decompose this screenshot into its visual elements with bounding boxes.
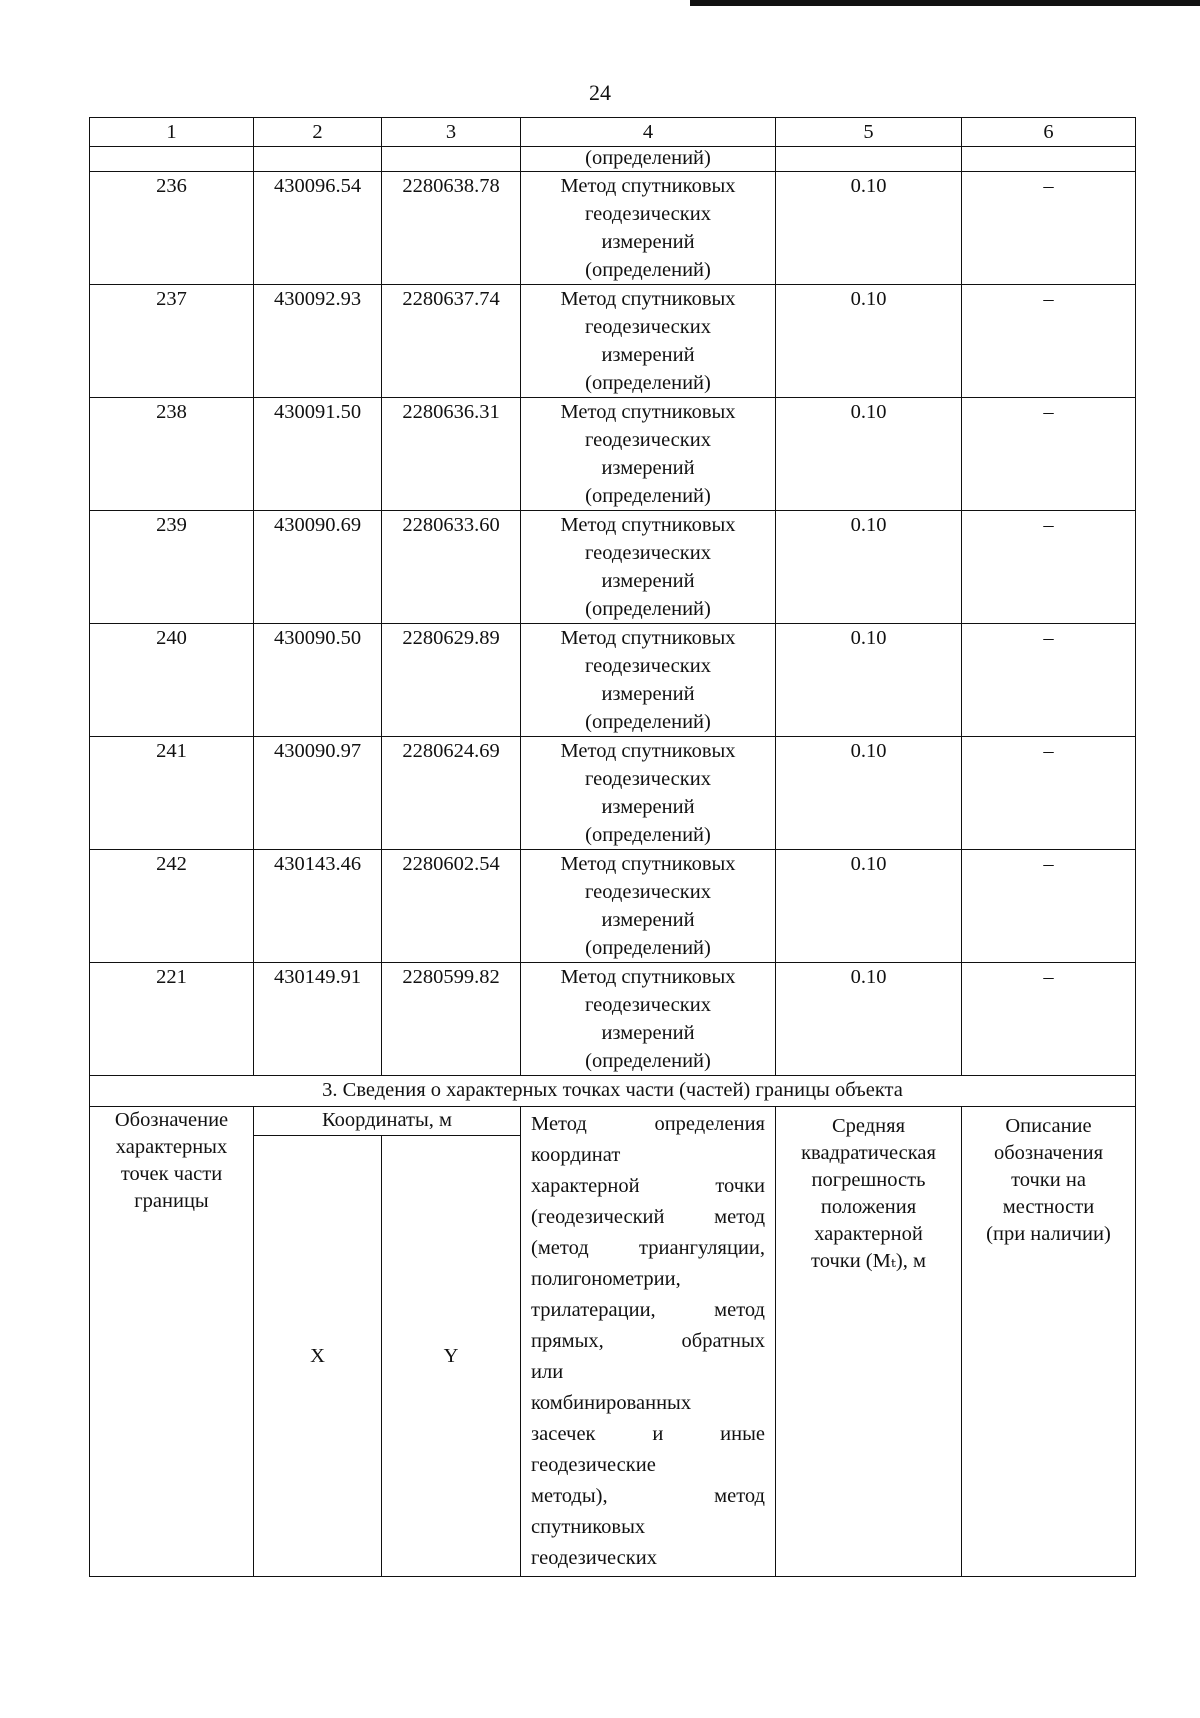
method-line: Метод спутниковых	[560, 627, 736, 649]
point-cell: 239	[90, 511, 254, 624]
column-number: 4	[521, 118, 776, 147]
header-line: характерной	[814, 1223, 923, 1245]
header-line: методы), метод	[531, 1485, 765, 1507]
description-cell: –	[962, 963, 1136, 1076]
header-description	[962, 1107, 1136, 1577]
table-row	[90, 737, 1136, 850]
section-title-row	[90, 1076, 1136, 1107]
method-line: (определений)	[585, 711, 711, 733]
method-line: (определений)	[585, 485, 711, 507]
column-number: 3	[382, 118, 521, 147]
header-line: геодезических	[531, 1547, 657, 1569]
method-line: Метод спутниковых	[560, 966, 736, 988]
table-row	[90, 624, 1136, 737]
header-line: границы	[134, 1190, 209, 1212]
y-cell: 2280602.54	[382, 850, 521, 963]
description-cell: –	[962, 737, 1136, 850]
method-cell	[521, 511, 776, 624]
header-line: (при наличии)	[986, 1223, 1111, 1245]
column-number: 5	[776, 118, 962, 147]
continued-row	[90, 147, 1136, 172]
table-row	[90, 398, 1136, 511]
point-cell: 221	[90, 963, 254, 1076]
y-cell: 2280636.31	[382, 398, 521, 511]
method-cell	[521, 624, 776, 737]
header-line: Метод определения	[531, 1113, 765, 1135]
error-cell: 0.10	[776, 398, 962, 511]
method-cell	[521, 172, 776, 285]
method-line: измерений	[601, 909, 695, 931]
point-cell: 238	[90, 398, 254, 511]
error-cell: 0.10	[776, 737, 962, 850]
header-line: погрешность	[811, 1169, 926, 1191]
header-point-designation	[90, 1107, 254, 1577]
header-line: точки на	[1011, 1169, 1086, 1191]
y-cell: 2280637.74	[382, 285, 521, 398]
point-cell: 242	[90, 850, 254, 963]
table-row	[90, 511, 1136, 624]
column-number: 2	[254, 118, 382, 147]
method-line: геодезических	[585, 655, 711, 677]
method-line: Метод спутниковых	[560, 175, 736, 197]
column-number: 1	[90, 118, 254, 147]
header-line: засечек и иные	[531, 1423, 765, 1445]
x-cell: 430090.69	[254, 511, 382, 624]
coordinates-table	[89, 117, 1136, 1577]
error-cell: 0.10	[776, 850, 962, 963]
y-cell: 2280633.60	[382, 511, 521, 624]
method-line: измерений	[601, 231, 695, 253]
method-line: измерений	[601, 1022, 695, 1044]
header-y: Y	[382, 1136, 521, 1577]
method-line: измерений	[601, 344, 695, 366]
section-title: 3. Сведения о характерных точках части (частей) границы объекта	[90, 1076, 1136, 1107]
x-cell: 430143.46	[254, 850, 382, 963]
header-coordinates: Координаты, м	[254, 1107, 521, 1136]
table-row	[90, 172, 1136, 285]
table-row	[90, 285, 1136, 398]
header-line: (метод триангуляции,	[531, 1237, 765, 1259]
description-cell: –	[962, 624, 1136, 737]
method-line: геодезических	[585, 994, 711, 1016]
point-cell: 237	[90, 285, 254, 398]
point-cell: 241	[90, 737, 254, 850]
error-cell: 0.10	[776, 963, 962, 1076]
column-number-row	[90, 118, 1136, 147]
header-line: характерной точки	[531, 1175, 765, 1197]
x-cell: 430092.93	[254, 285, 382, 398]
x-cell: 430149.91	[254, 963, 382, 1076]
method-cell: (определений)	[521, 147, 776, 172]
y-cell: 2280624.69	[382, 737, 521, 850]
header-line: Средняя	[831, 1115, 905, 1137]
header-line: квадратическая	[801, 1142, 936, 1164]
point-cell: 240	[90, 624, 254, 737]
header-line: (геодезический метод	[531, 1206, 765, 1228]
header-line: прямых, обратных	[531, 1330, 765, 1352]
method-line: (определений)	[585, 824, 711, 846]
method-cell	[521, 850, 776, 963]
y-cell: 2280599.82	[382, 963, 521, 1076]
header-line: обозначения	[993, 1142, 1104, 1164]
point-cell: 236	[90, 172, 254, 285]
error-cell: 0.10	[776, 511, 962, 624]
method-line: (определений)	[585, 1050, 711, 1072]
header-line: Описание	[1005, 1115, 1092, 1137]
method-line: измерений	[601, 683, 695, 705]
method-line: Метод спутниковых	[560, 288, 736, 310]
x-cell: 430096.54	[254, 172, 382, 285]
x-cell: 430090.50	[254, 624, 382, 737]
header-line: точек части	[120, 1163, 223, 1185]
header-line: или	[531, 1361, 564, 1383]
x-cell: 430090.97	[254, 737, 382, 850]
description-cell: –	[962, 850, 1136, 963]
method-cell	[521, 285, 776, 398]
method-line: Метод спутниковых	[560, 401, 736, 423]
method-line: измерений	[601, 457, 695, 479]
header-line: комбинированных	[531, 1392, 692, 1414]
header-x: X	[254, 1136, 382, 1577]
header-line: геодезические	[531, 1454, 656, 1476]
header-line: трилатерации, метод	[531, 1299, 765, 1321]
header-line: местности	[1002, 1196, 1095, 1218]
header-line: координат	[531, 1144, 621, 1166]
method-cell	[521, 963, 776, 1076]
error-cell: 0.10	[776, 624, 962, 737]
error-cell: 0.10	[776, 172, 962, 285]
method-line: измерений	[601, 796, 695, 818]
description-cell: –	[962, 398, 1136, 511]
method-cell	[521, 398, 776, 511]
error-cell: 0.10	[776, 285, 962, 398]
header-line: положения	[820, 1196, 917, 1218]
method-line: Метод спутниковых	[560, 853, 736, 875]
x-cell: 430091.50	[254, 398, 382, 511]
method-line: геодезических	[585, 203, 711, 225]
method-line: измерений	[601, 570, 695, 592]
description-cell: –	[962, 511, 1136, 624]
y-cell: 2280629.89	[382, 624, 521, 737]
header-line: Обозначение	[114, 1109, 229, 1131]
header-line: характерных	[115, 1136, 228, 1158]
method-line: Метод спутниковых	[560, 514, 736, 536]
method-line: Метод спутниковых	[560, 740, 736, 762]
scan-edge-bar	[690, 0, 1200, 6]
header-line: полигонометрии,	[531, 1268, 681, 1290]
description-cell: –	[962, 285, 1136, 398]
header-line: спутниковых	[531, 1516, 646, 1538]
description-cell: –	[962, 172, 1136, 285]
method-line: геодезических	[585, 429, 711, 451]
method-line: (определений)	[585, 598, 711, 620]
table-row	[90, 963, 1136, 1076]
method-line: геодезических	[585, 768, 711, 790]
method-line: геодезических	[585, 881, 711, 903]
header-error	[776, 1107, 962, 1577]
page-number: 24	[589, 80, 611, 105]
method-line: геодезических	[585, 316, 711, 338]
method-line: геодезических	[585, 542, 711, 564]
column-number: 6	[962, 118, 1136, 147]
header-line: точки (Mₜ), м	[811, 1250, 926, 1272]
y-cell: 2280638.78	[382, 172, 521, 285]
method-line: (определений)	[585, 937, 711, 959]
method-line: (определений)	[585, 372, 711, 394]
section-header-row	[90, 1107, 1136, 1136]
method-cell	[521, 737, 776, 850]
header-method	[521, 1107, 776, 1577]
table-row	[90, 850, 1136, 963]
method-line: (определений)	[585, 259, 711, 281]
